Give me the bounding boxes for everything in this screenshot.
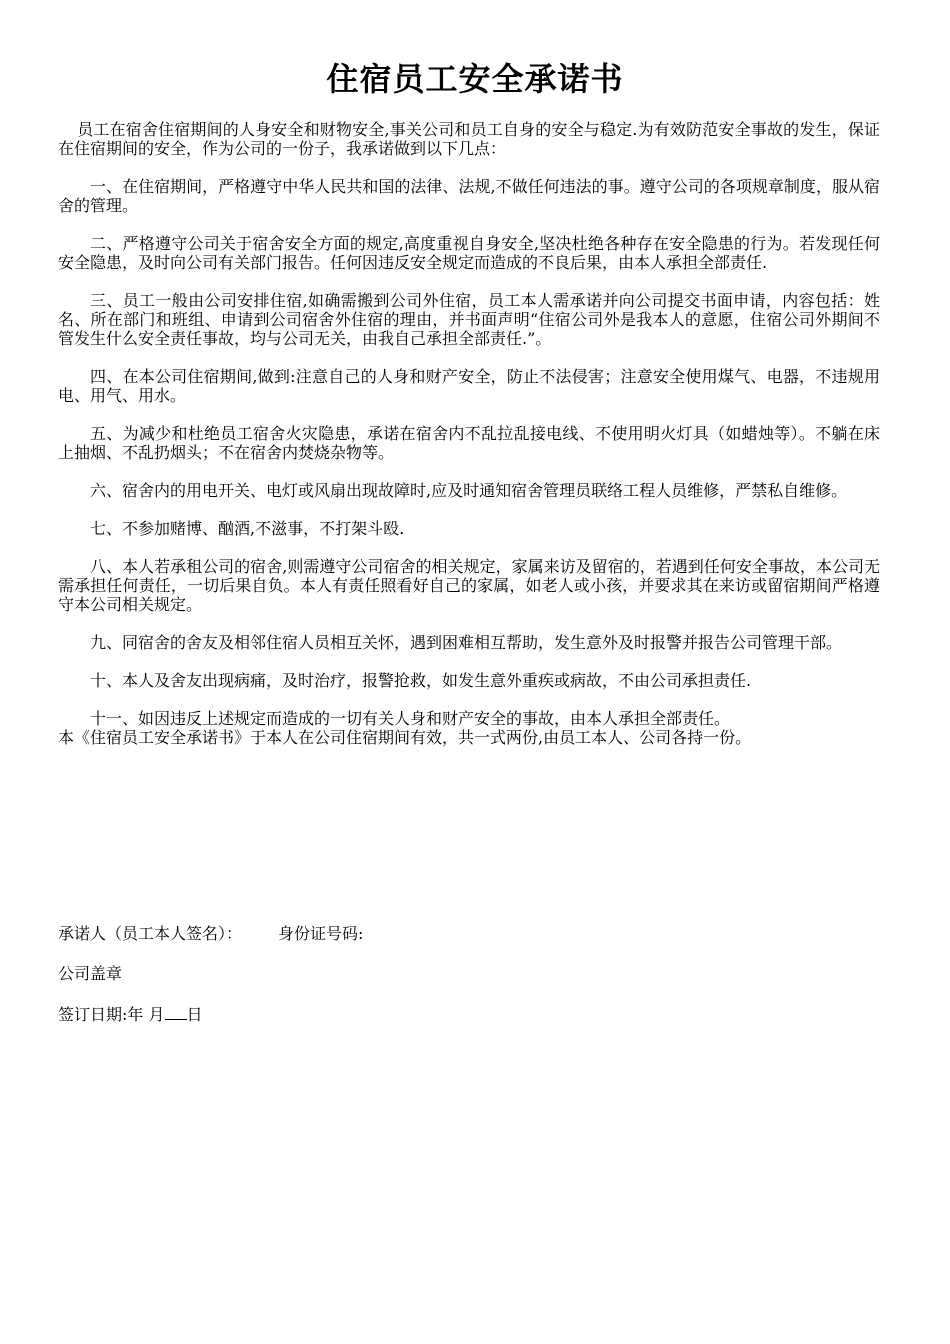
date-line — [58, 1004, 880, 1024]
clause-5: 五、为减少和杜绝员工宿舍火灾隐患，承诺在宿舍内不乱拉乱接电线、不使用明火灯具（如蜡烛等）。不躺在床上抽烟、不乱扔烟头；不在宿舍内焚烧杂物等。 — [58, 424, 880, 462]
closing-statement: 本《住宿员工安全承诺书》于本人在公司住宿期间有效，共一式两份,由员工本人、公司各持一份。 — [58, 728, 752, 747]
clause-7: 七、不参加赌博、酗酒,不滋事，不打架斗殴. — [90, 519, 405, 538]
signer-line — [58, 924, 880, 943]
date-label: 签订日期:年 — [58, 1005, 144, 1024]
month-label: 月 — [148, 1005, 165, 1024]
clause-2: 二、严格遵守公司关于宿舍安全方面的规定,高度重视自身安全,坚决杜绝各种存在安全隐患的行为。若发现任何安全隐患，及时向公司有关部门报告。任何因违反安全规定而造成的不良后果，由本人承担全部责任. — [58, 234, 880, 272]
clause-10: 十、本人及舍友出现病痛，及时治疗，报警抢救，如发生意外重疾或病故，不由公司承担责任. — [90, 671, 752, 690]
id-number-label: 身份证号码: — [278, 924, 364, 943]
clause-9: 九、同宿舍的舍友及相邻住宿人员相互关怀，遇到困难相互帮助，发生意外及时报警并报告公司管理干部。 — [90, 633, 843, 652]
clause-6: 六、宿舍内的用电开关、电灯或风扇出现故障时,应及时通知宿舍管理员联络工程人员维修，严禁私自维修。 — [90, 481, 848, 500]
clause-3: 三、员工一般由公司安排住宿,如确需搬到公司外住宿，员工本人需承诺并向公司提交书面申请，内容包括：姓名、所在部门和班组、申请到公司宿舍外住宿的理由，并书面声明“住宿公司外是我本人的意愿，住宿公司外期间不管发生什么安全责任事故，均与公司无关，由我自己承担全部责任.”。 — [58, 291, 880, 348]
company-seal-line — [58, 964, 880, 983]
company-seal-label: 公司盖章 — [58, 964, 123, 983]
signer-label: 承诺人（员工本人签名）： — [58, 924, 243, 943]
day-label: 日 — [186, 1005, 203, 1024]
document-title: 住宿员工安全承诺书 — [326, 60, 624, 98]
signature-block — [58, 924, 880, 1045]
document-body — [58, 120, 880, 785]
clause-11: 十一、如因违反上述规定而造成的一切有关人身和财产安全的事故，由本人承担全部责任。 — [90, 709, 731, 728]
clause-1: 一、在住宿期间，严格遵守中华人民共和国的法律、法规,不做任何违法的事。遵守公司的各项规章制度，服从宿舍的管理。 — [58, 177, 880, 215]
day-blank — [165, 1004, 187, 1020]
clause-4: 四、在本公司住宿期间,做到:注意自己的人身和财产安全，防止不法侵害；注意安全使用煤气、电器，不违规用电、用气、用水。 — [58, 367, 880, 405]
intro-paragraph: 员工在宿舍住宿期间的人身安全和财物安全,事关公司和员工自身的安全与稳定.为有效防范安全事故的发生，保证在住宿期间的安全，作为公司的一份子，我承诺做到以下几点： — [58, 120, 880, 158]
clause-8: 八、本人若承租公司的宿舍,则需遵守公司宿舍的相关规定，家属来访及留宿的，若遇到任何安全事故，本公司无需承担任何责任，一切后果自负。本人有责任照看好自己的家属，如老人或小孩，并要求其在来访或留宿期间严格遵守本公司相关规定。 — [58, 557, 880, 614]
